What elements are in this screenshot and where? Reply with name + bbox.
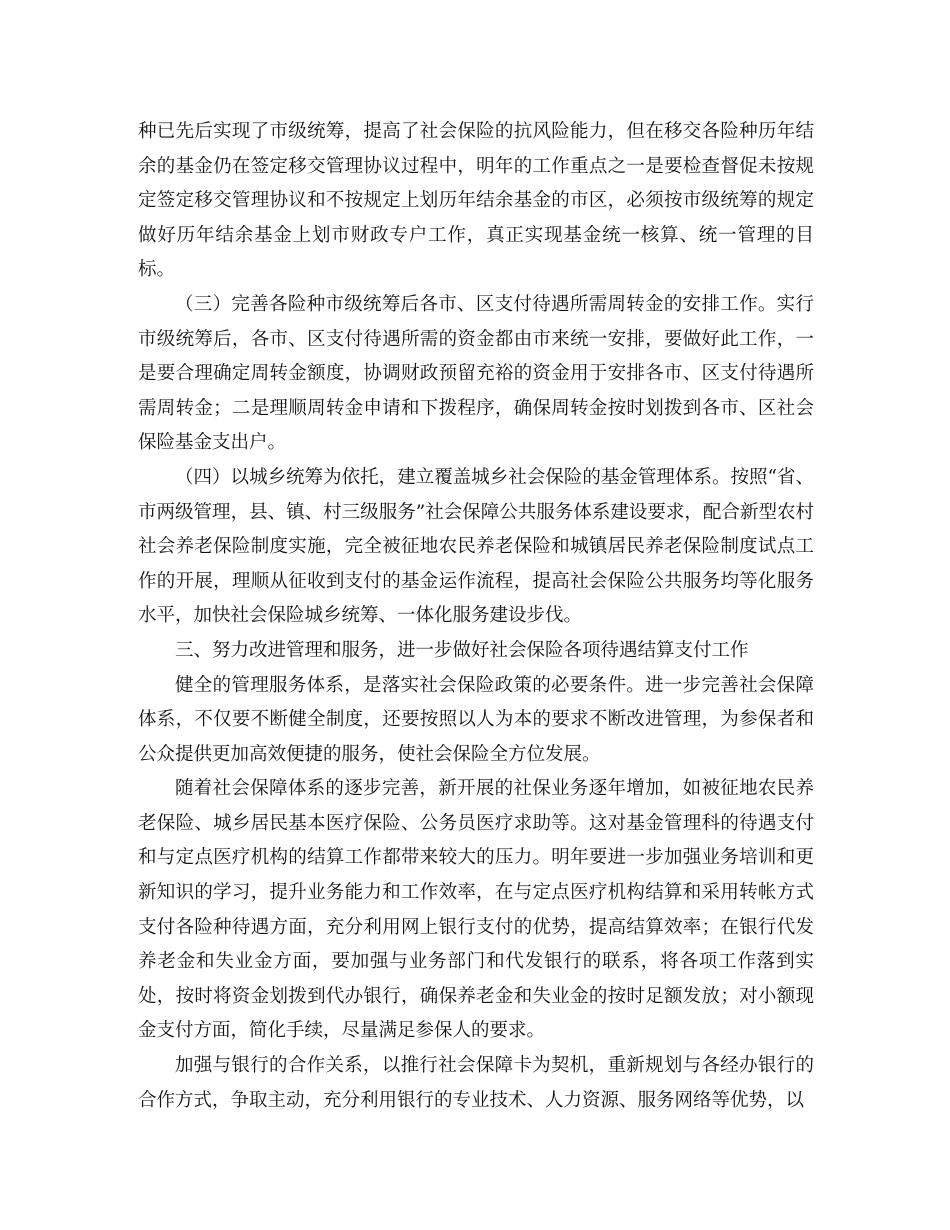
document-body bbox=[138, 115, 814, 1118]
paragraph-section-4: （四）以城乡统筹为依托，建立覆盖城乡社会保险的基金管理体系。按照“省、市两级管理，县、镇、村三级服务”社会保障公共服务体系建设要求，配合新型农村社会养老保险制度实施，完全被征地农民养老保险和城镇居民养老保险制度试点工作的开展，理顺从征收到支付的基金运作流程，提高社会保险公共服务均等化服务水平，加快社会保险城乡统筹、一体化服务建设步伐。 bbox=[138, 466, 814, 627]
paragraph-management-system: 健全的管理服务体系，是落实社会保险政策的必要条件。进一步完善社会保障体系，不仅要不断健全制度，还要按照以人为本的要求不断改进管理，为参保者和公众提供更加高效便捷的服务，使社会保险全方位发展。 bbox=[138, 674, 814, 765]
paragraph-new-business: 随着社会保障体系的逐步完善，新开展的社保业务逐年增加，如被征地农民养老保险、城乡居民基本医疗保险、公务员医疗求助等。这对基金管理科的待遇支付和与定点医疗机构的结算工作都带来较大的压力。明年要进一步加强业务培训和更新知识的学习，提升业务能力和工作效率，在与定点医疗机构结算和采用转帐方式支付各险种待遇方面，充分利用网上银行支付的优势，提高结算效率；在银行代发养老金和失业金方面，要加强与业务部门和代发银行的联系，将各项工作落到实处，按时将资金划拨到代办银行，确保养老金和失业金的按时足额发放；对小额现金支付方面，简化手续，尽量满足参保人的要求。 bbox=[138, 778, 814, 1042]
paragraph-bank-cooperation: 加强与银行的合作关系，以推行社会保障卡为契机，重新规划与各经办银行的合作方式，争取主动，充分利用银行的专业技术、人力资源、服务网络等优势，以 bbox=[138, 1055, 814, 1111]
paragraph-continuation: 种已先后实现了市级统筹，提高了社会保险的抗风险能力，但在移交各险种历年结余的基金仍在签定移交管理协议过程中，明年的工作重点之一是要检查督促未按规定签定移交管理协议和不按规定上划历年结余基金的市区，必须按市级统筹的规定做好历年结余基金上划市财政专户工作，真正实现基金统一核算、统一管理的目标。 bbox=[138, 121, 814, 281]
paragraph-section-3: （三）完善各险种市级统筹后各市、区支付待遇所需周转金的安排工作。实行市级统筹后，各市、区支付待遇所需的资金都由市来统一安排，要做好此工作，一是要合理确定周转金额度，协调财政预留充裕的资金用于安排各市、区支付待遇所需周转金；二是理顺周转金申请和下拨程序，确保周转金按时划拨到各市、区社会保险基金支出户。 bbox=[138, 293, 814, 454]
section-heading-three: 三、努力改进管理和服务，进一步做好社会保险各项待遇结算支付工作 bbox=[175, 639, 749, 661]
